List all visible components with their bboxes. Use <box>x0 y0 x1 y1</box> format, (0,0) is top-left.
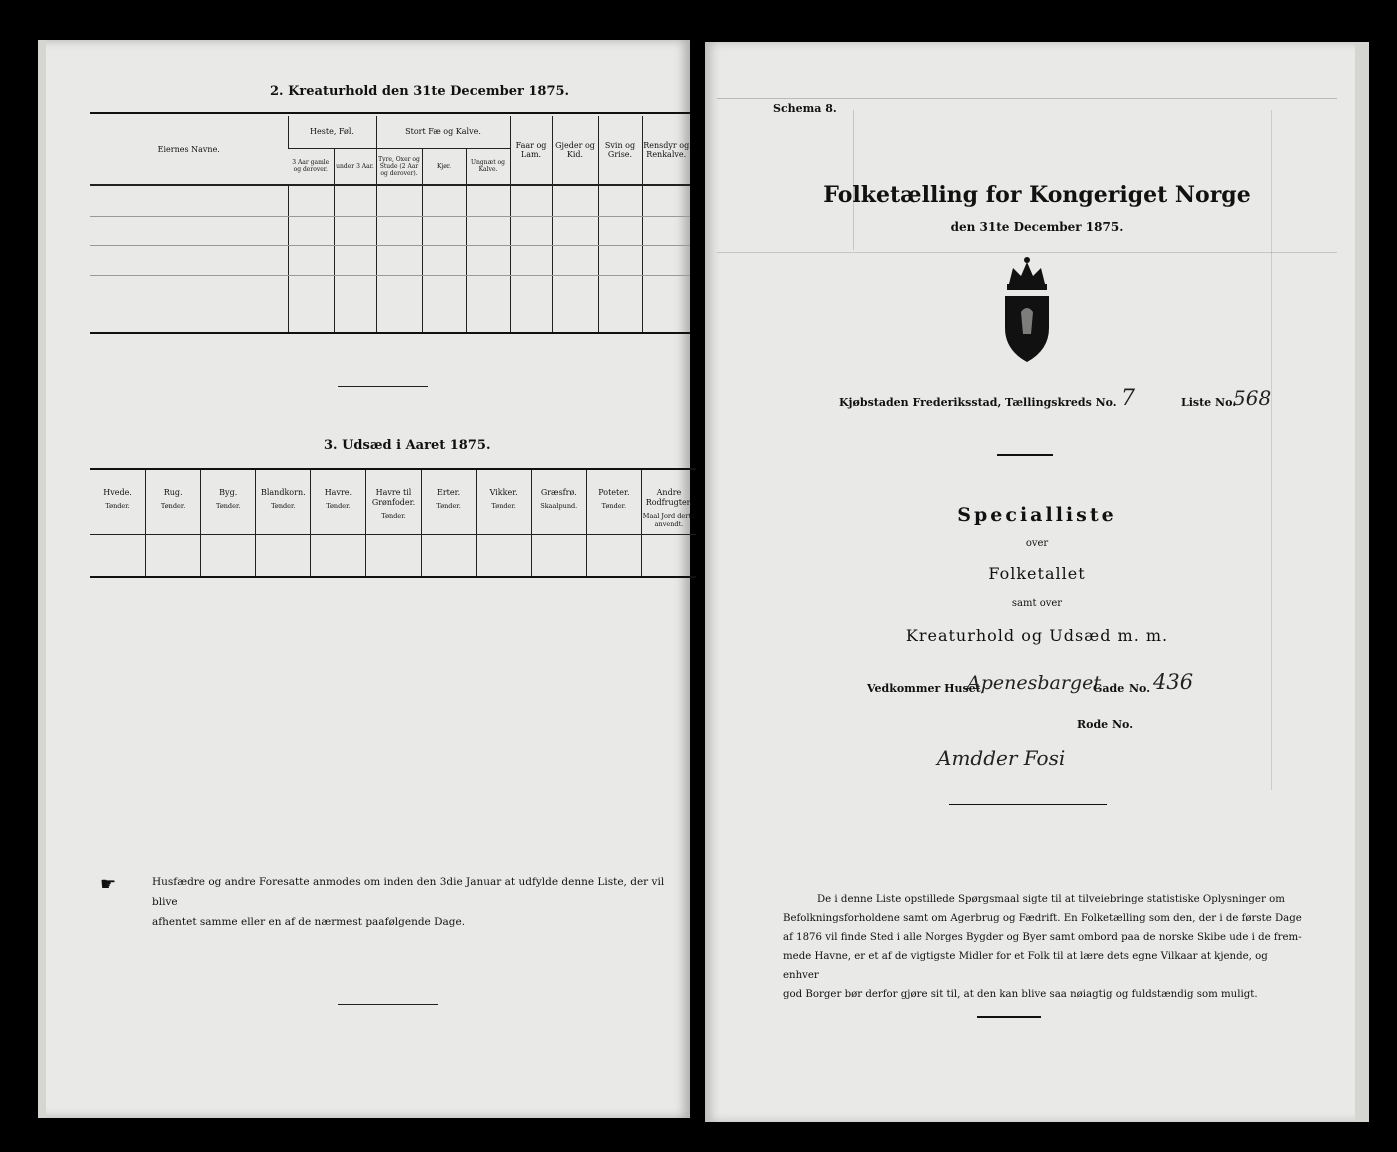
seed-column-name: Poteter. <box>598 488 630 497</box>
seed-column-unit: Tønder. <box>381 512 406 520</box>
table-row-line <box>90 275 690 276</box>
divider <box>997 454 1053 456</box>
seed-column <box>255 470 310 576</box>
folketallet-heading: Folketallet <box>988 564 1086 583</box>
bleed-line <box>717 98 1337 99</box>
liste-label: Liste No. <box>1181 396 1237 409</box>
seed-column-name: Vikker. <box>489 488 518 497</box>
paragraph-line: De i denne Liste opstillede Spørgsmaal sigte til at tilveiebringe statistiske Oplysninger om <box>817 894 1285 905</box>
seed-column <box>641 470 696 576</box>
seed-column-name: Andre Rodfrugter. <box>645 488 693 507</box>
table-cell <box>334 184 376 332</box>
goats-header: Gjeder og Kid. <box>552 116 598 184</box>
horses-young-header: under 3 Aar. <box>334 148 376 184</box>
house-no-label: No. <box>1129 682 1151 695</box>
section3-title: 3. Udsæd i Aaret 1875. <box>324 438 491 453</box>
seed-column-name: Rug. <box>163 488 183 497</box>
table-cell <box>642 184 690 332</box>
table-cell <box>598 184 642 332</box>
specialliste-heading: Specialliste <box>957 504 1117 526</box>
over-text: over <box>1025 538 1049 549</box>
divider <box>977 1016 1041 1018</box>
gade-label: Gade <box>1093 682 1125 695</box>
seed-column <box>476 470 531 576</box>
cattle-bulls-header: Tyre, Oxer og Stude (2 Aar og derover). <box>376 148 422 184</box>
kjobstad-label: Kjøbstaden Frederiksstad, <box>839 396 1002 409</box>
explanation-paragraph <box>783 890 1305 1004</box>
seed-column-unit: Tønder. <box>271 502 296 510</box>
liste-value: 568 <box>1233 386 1272 410</box>
seed-column-name: Blandkorn. <box>260 488 306 497</box>
seed-column-unit: Tønder. <box>105 502 130 510</box>
left-page <box>38 40 696 1118</box>
paragraph-line: god Borger bør derfor gjøre sit til, at den kan blive saa nøiagtig og fuldstændig som muligt. <box>783 989 1258 1000</box>
house-no-value: 436 <box>1153 670 1194 694</box>
table-cell <box>422 184 466 332</box>
tellingskreds-label: Tællingskreds No. <box>1005 396 1117 409</box>
seed-column-name: Græsfrø. <box>540 488 577 497</box>
sheep-header: Faar og Lam. <box>510 116 552 184</box>
notice <box>152 872 692 932</box>
seed-column <box>421 470 476 576</box>
seed-column-unit: Tønder. <box>601 502 627 510</box>
pointing-hand-icon: ☛ <box>100 874 117 895</box>
document-title: Folketælling for Kongeriget Norge <box>823 182 1251 208</box>
table-rule <box>90 576 696 578</box>
table-rule <box>90 332 690 334</box>
paragraph-line: af 1876 vil finde Sted i alle Norges Bygder og Byer samt ombord paa de norske Skibe ude i de frem- <box>783 932 1302 943</box>
paragraph-line: mede Havne, er et af de vigtigste Midler for et Folk til at lære dets egne Vilkaar at kjende, og enhver <box>783 951 1268 981</box>
seed-column <box>310 470 365 576</box>
seed-column-unit: Tønder. <box>491 502 516 510</box>
notice-line: afhentet samme eller en af de nærmest paafølgende Dage. <box>152 916 466 928</box>
divider <box>949 804 1107 805</box>
bleed-line <box>1271 110 1272 790</box>
bleed-line <box>717 252 1337 253</box>
notice-line: Husfædre og andre Foresatte anmodes om inden den 3die Januar at udfylde denne Liste, der vil blive <box>152 876 665 908</box>
seed-column-name: Erter. <box>437 488 461 497</box>
table-row-line <box>90 534 696 535</box>
table-row-line <box>90 216 690 217</box>
vedkommer-label: Vedkommer Huset, <box>867 682 985 695</box>
seed-column-unit: Tønder. <box>436 502 461 510</box>
document-date: den 31te December 1875. <box>950 220 1124 234</box>
horses-old-header: 3 Aar gamle og derover. <box>292 159 330 173</box>
seed-column-unit: Tønder. <box>160 502 186 510</box>
seed-column-unit: Maal Jord dertil anvendt. <box>642 512 696 528</box>
samt-over-text: samt over <box>1011 598 1063 609</box>
seed-column-name: Havre til Grønfoder. <box>371 488 416 507</box>
table-cell <box>466 184 510 332</box>
seed-column-name: Byg. <box>219 488 238 497</box>
seed-column <box>531 470 586 576</box>
seed-column <box>200 470 255 576</box>
schema-label: Schema 8. <box>773 102 837 115</box>
table-cell <box>552 184 598 332</box>
owner-signature: Amdder Fosi <box>937 746 1066 770</box>
tellingskreds-value: 7 <box>1121 386 1135 411</box>
horses-header: Heste, Føl. <box>288 116 376 148</box>
section2-title: 2. Kreaturhold den 31te December 1875. <box>270 84 570 99</box>
bleed-through <box>84 140 124 1040</box>
table-row-line <box>90 185 690 186</box>
seed-column-name: Hvede. <box>103 488 132 497</box>
coat-of-arms-icon <box>995 254 1059 364</box>
seed-column-unit: Tønder. <box>216 502 241 510</box>
table-rule <box>90 112 690 114</box>
owner-header: Eiernes Navne. <box>157 145 220 155</box>
divider <box>338 1004 438 1005</box>
paragraph-line: Befolkningsforholdene samt om Agerbrug og Fædrift. En Folketælling som den, der i de første Dage <box>783 913 1302 924</box>
seed-table <box>90 470 696 576</box>
divider <box>338 386 428 387</box>
rode-label: Rode No. <box>1077 718 1134 731</box>
seed-column <box>365 470 420 576</box>
seed-column-name: Havre. <box>324 488 353 497</box>
cattle-header: Stort Fæ og Kalve. <box>376 116 510 148</box>
page-edge <box>38 40 46 1118</box>
cattle-young-header: Ungnæt og Kalve. <box>466 148 510 184</box>
pigs-header: Svin og Grise. <box>598 116 642 184</box>
kreaturhold-heading: Kreaturhold og Udsæd m. m. <box>905 626 1169 645</box>
street-value: Apenesbarget <box>967 672 1101 694</box>
table-row-line <box>90 245 690 246</box>
seed-column <box>586 470 641 576</box>
seed-column-unit: Tønder. <box>326 502 351 510</box>
livestock-table <box>90 116 690 332</box>
table-cell <box>288 184 334 332</box>
reindeer-header: Rensdyr og Renkalve. <box>642 116 690 184</box>
table-cell <box>376 184 422 332</box>
right-page <box>705 42 1369 1122</box>
table-cell <box>510 184 552 332</box>
seed-column-unit: Skaalpund. <box>540 502 578 510</box>
seed-column <box>145 470 200 576</box>
cattle-cows-header: Kjør. <box>422 148 466 184</box>
